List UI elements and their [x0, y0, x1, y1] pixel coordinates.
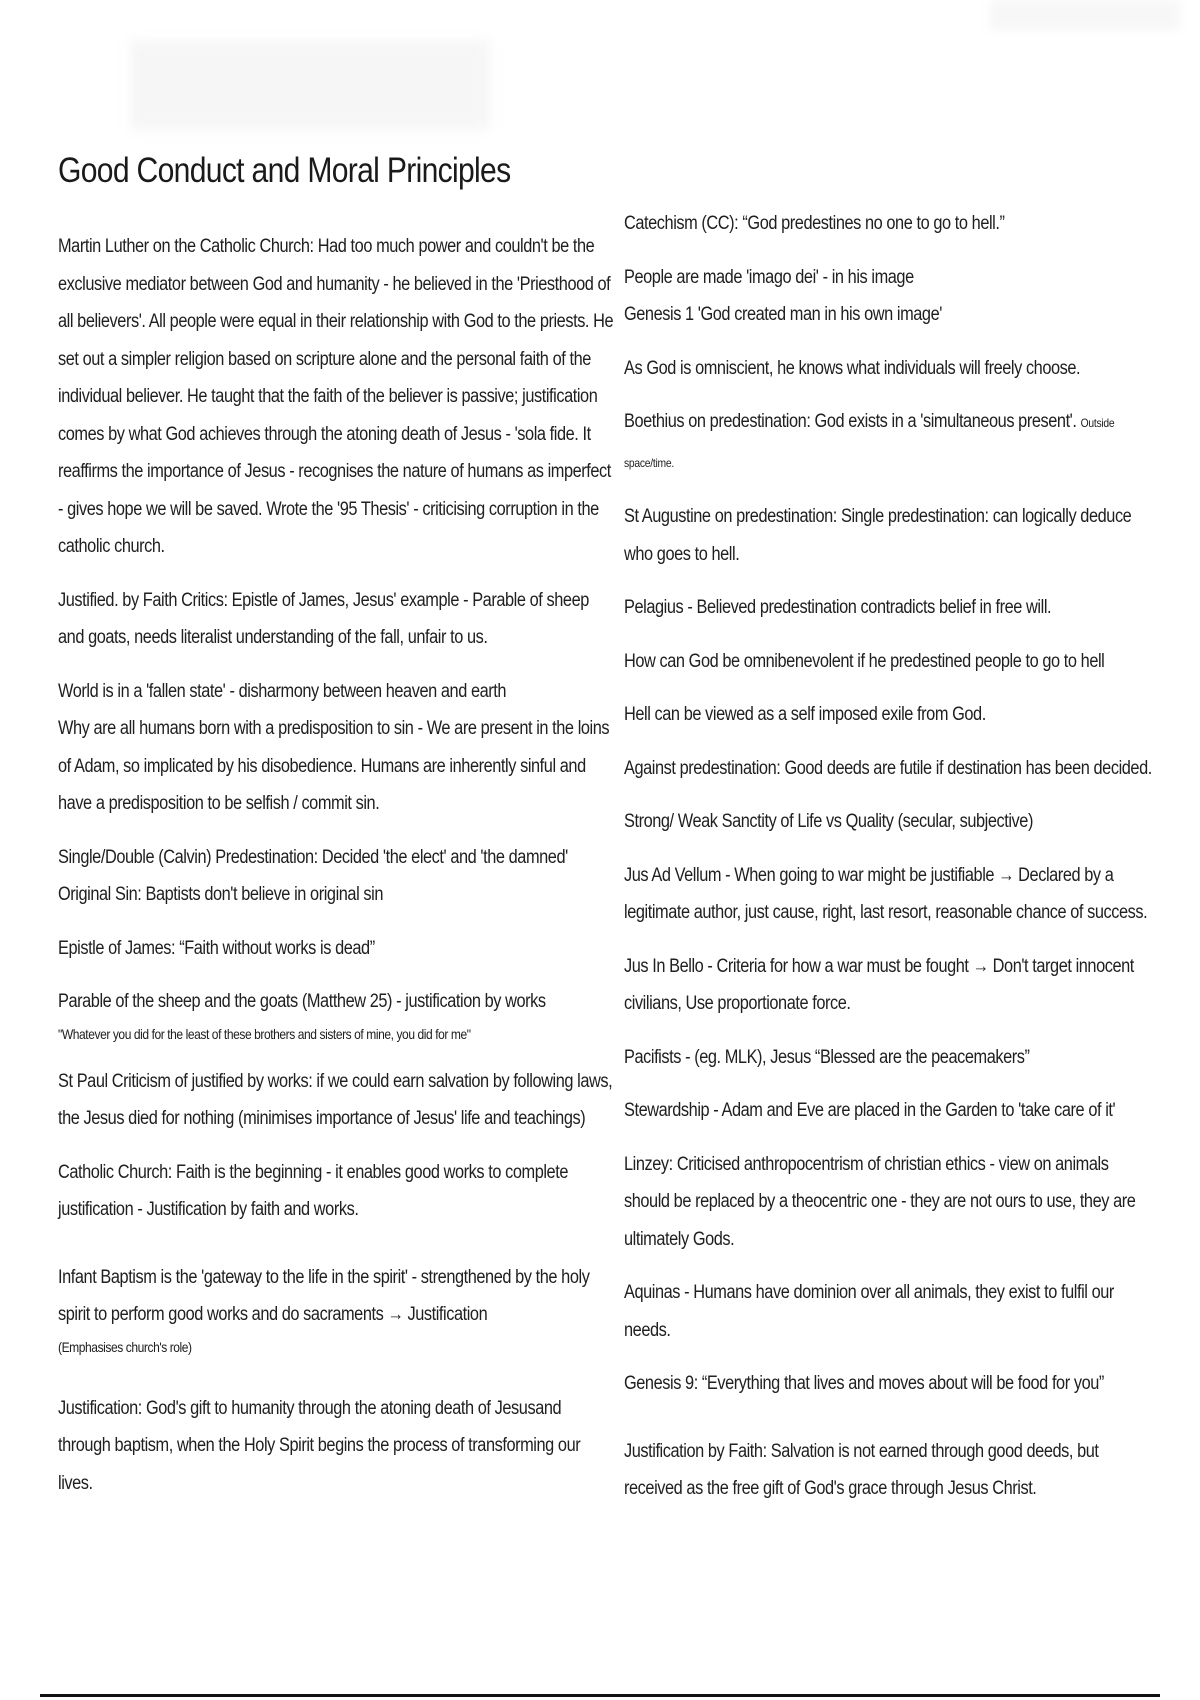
note-omnibenevolent: How can God be omnibenevolent if he predestined people to go to hell	[624, 650, 1105, 672]
note-stewardship: Stewardship - Adam and Eve are placed in the Garden to 'take care of it'	[624, 1100, 1116, 1121]
note-catechism: Catechism (CC): “God predestines no one to go to hell.”	[624, 213, 1005, 234]
page-bottom-rule	[40, 1694, 1160, 1697]
left-column	[58, 228, 618, 1502]
note-aquinas: Aquinas - Humans have dominion over all animals, they exist to fulfil our needs.	[624, 1282, 1114, 1341]
note-justification-gift: Justification: God's gift to humanity through the atoning death of Jesusand through baptism, when the Holy Spirit begins the process of transforming our lives.	[58, 1397, 581, 1494]
note-against-predestination: Against predestination: Good deeds are futile if destination has been decided.	[624, 757, 1152, 779]
note-epistle-james: Epistle of James: “Faith without works is dead”	[58, 937, 375, 959]
note-sheep-goats: Parable of the sheep and the goats (Matthew 25) - justification by works	[58, 991, 546, 1012]
note-pacifists: Pacifists - (eg. MLK), Jesus “Blessed are the peacemakers”	[624, 1046, 1030, 1068]
note-faith-critics: Justified. by Faith Critics: Epistle of James, Jesus' example - Parable of sheep and goats, needs literalist understanding of the fall, unfair to us.	[58, 589, 589, 648]
note-omniscient: As God is omniscient, he knows what individuals will freely choose.	[624, 357, 1081, 379]
note-justification-by-faith: Justification by Faith: Salvation is not earned through good deeds, but received as the free gift of God's grace through Jesus Christ.	[624, 1440, 1099, 1499]
note-sheep-goats-quote: "Whatever you did for the least of these brothers and sisters of mine, you did for me"	[58, 1025, 471, 1042]
faded-corner-mark	[990, 0, 1180, 30]
note-boethius-text: Boethius on predestination: God exists in a 'simultaneous present'.	[624, 411, 1077, 432]
note-imago-dei: People are made 'imago dei' - in his image	[624, 266, 914, 288]
note-pelagius: Pelagius - Believed predestination contradicts belief in free will.	[624, 597, 1052, 618]
note-predisposition-sin: Why are all humans born with a predisposition to sin - We are present in the loins of Adam, so implicated by his disobedience. Humans are inherently sinful and have a predisposition to be selfish / commit sin.	[58, 718, 610, 814]
note-original-sin: Original Sin: Baptists don't believe in original sin	[58, 884, 383, 905]
note-augustine: St Augustine on predestination: Single predestination: can logically deduce who goes to hell.	[624, 506, 1132, 565]
note-genesis-9: Genesis 9: “Everything that lives and moves about will be food for you”	[624, 1373, 1104, 1394]
note-fallen-state: World is in a 'fallen state' - disharmony between heaven and earth	[58, 680, 507, 702]
note-jus-in-bello: Jus In Bello - Criteria for how a war must be fought → Don't target innocent civilians, Use proportionate force.	[624, 955, 1134, 1014]
note-church-role: (Emphasises church's role)	[58, 1338, 192, 1355]
note-catholic-church: Catholic Church: Faith is the beginning - it enables good works to complete justification - Justification by faith and works.	[58, 1161, 568, 1220]
note-luther: Martin Luther on the Catholic Church: Had too much power and couldn't be the exclusive mediator between God and humanity - he believed in the 'Priesthood of all believers'. All people were equal in their relationship with God to the priests. He set out a simpler religion based on scripture alone and the personal faith of the individual believer. He taught that the faith of the believer is passive; justification comes by what God achieves through the atoning death of Jesus - 'sola fide. It reaffirms the importance of Jesus - recognises the nature of humans as imperfect - gives hope we will be saved. Wrote the '95 Thesis' - criticising corruption in the catholic church.	[58, 236, 614, 557]
note-hell-exile: Hell can be viewed as a self imposed exile from God.	[624, 704, 986, 725]
note-genesis-1: Genesis 1 'God created man in his own image'	[624, 304, 942, 325]
note-calvin-predestination: Single/Double (Calvin) Predestination: Decided 'the elect' and 'the damned'	[58, 846, 568, 868]
note-boethius	[624, 403, 1153, 482]
note-jus-ad-bellum: Jus Ad Vellum - When going to war might be justifiable → Declared by a legitimate author, just cause, right, last resort, reasonable chance of success.	[624, 864, 1148, 923]
right-column	[624, 205, 1154, 1508]
note-infant-baptism: Infant Baptism is the 'gateway to the life in the spirit' - strengthened by the holy spirit to perform good works and do sacraments → Justification	[58, 1266, 590, 1325]
note-sanctity-of-life: Strong/ Weak Sanctity of Life vs Quality (secular, subjective)	[624, 811, 1033, 832]
note-linzey: Linzey: Criticised anthropocentrism of christian ethics - view on animals should be replaced by a theocentric one - they are not ours to use, they are ultimately Gods.	[624, 1153, 1136, 1250]
page-title: Good Conduct and Moral Principles	[58, 151, 511, 190]
faded-header-mark	[130, 40, 490, 130]
note-boethius-aside: Outside space/time.	[624, 416, 1115, 470]
note-st-paul: St Paul Criticism of justified by works: if we could earn salvation by following laws, the Jesus died for nothing (minimises importance of Jesus' life and teachings)	[58, 1070, 613, 1129]
